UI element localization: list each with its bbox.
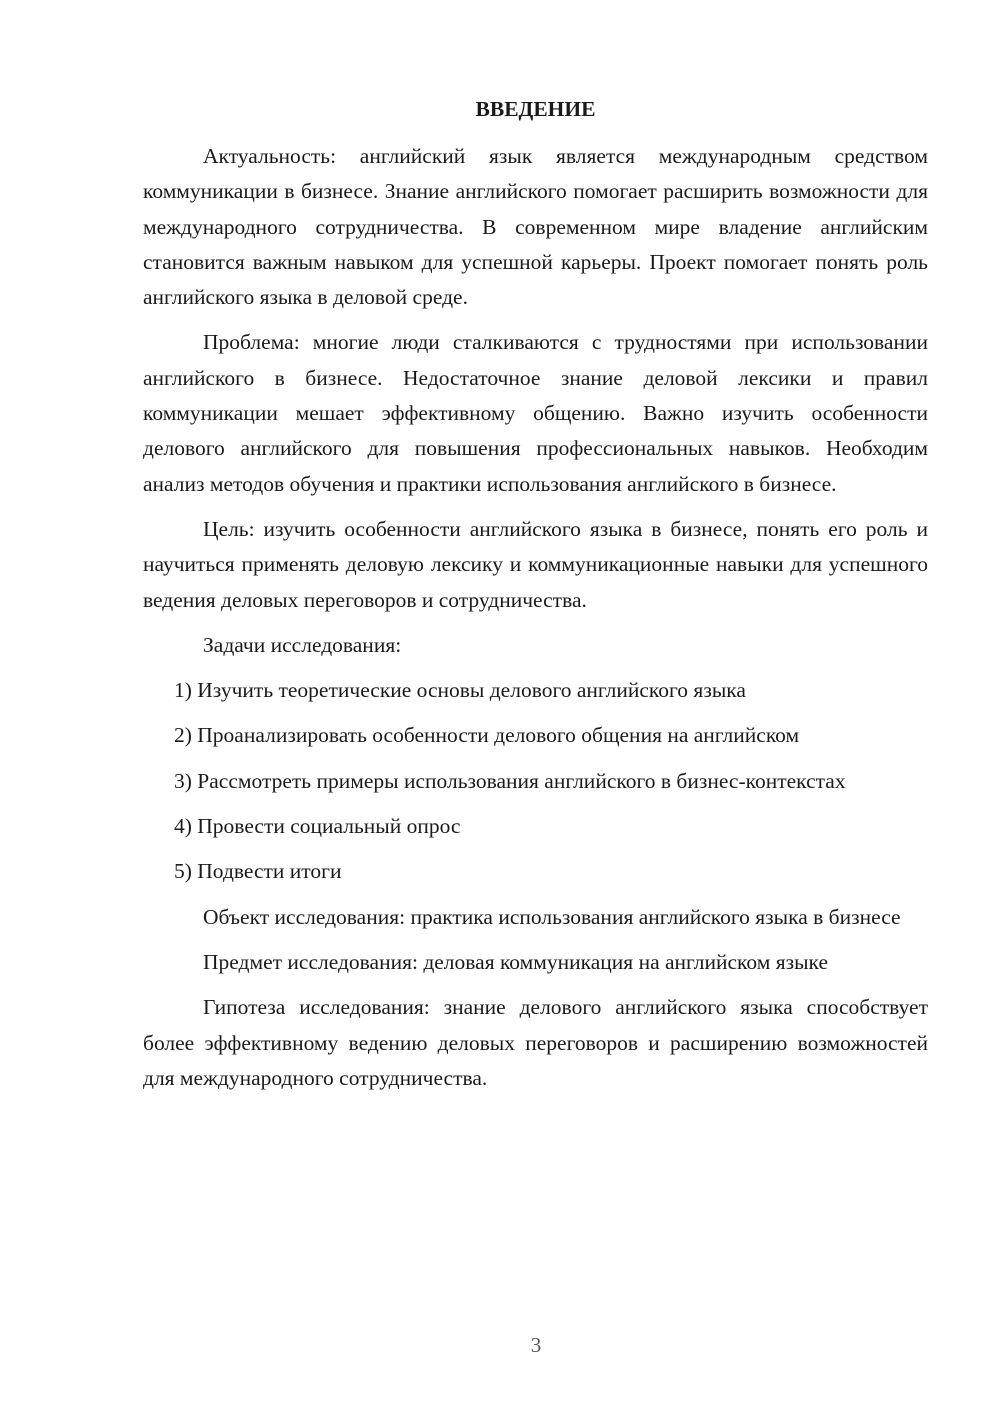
document-page: [143, 92, 928, 1106]
task-item-2: 2) Проанализировать особенности делового общения на английском: [174, 723, 800, 748]
page-title: ВВЕДЕНИЕ: [475, 97, 596, 121]
hypothesis-paragraph: Гипотеза исследования: знание делового английского языка способствует более эффективному ведению деловых переговоров и расширению возможностей для международного сотрудничества.: [143, 995, 928, 1090]
object-paragraph: Объект исследования: практика использования английского языка в бизнесе: [203, 904, 901, 929]
tasks-heading: Задачи исследования:: [203, 632, 402, 657]
relevance-paragraph: Актуальность: английский язык является международным средством коммуникации в бизнесе. Знание английского помогает расширить возможности для международного сотрудничества. В современном мире владение английским становится важным навыком для успешной карьеры. Проект помогает понять роль английского языка в деловой среде.: [143, 144, 928, 310]
subject-paragraph: Предмет исследования: деловая коммуникация на английском языке: [203, 949, 829, 974]
task-item-4: 4) Провести социальный опрос: [174, 814, 461, 839]
page-number: 3: [530, 1333, 542, 1357]
task-item-5: 5) Подвести итоги: [174, 859, 342, 884]
task-item-3: 3) Рассмотреть примеры использования английского в бизнес-контекстах: [174, 768, 846, 793]
goal-paragraph: Цель: изучить особенности английского языка в бизнесе, понять его роль и научиться применять деловую лексику и коммуникационные навыки для успешного ведения деловых переговоров и сотрудничества.: [143, 516, 928, 612]
task-item-1: 1) Изучить теоретические основы делового английского языка: [174, 678, 746, 703]
problem-paragraph: Проблема: многие люди сталкиваются с трудностями при использовании английского в бизнесе. Недостаточное знание деловой лексики и правил коммуникации мешает эффективному общению. Важно изучить особенности делового английского для повышения профессиональных навыков. Необходим анализ методов обучения и практики использования английского в бизнесе.: [143, 330, 928, 496]
